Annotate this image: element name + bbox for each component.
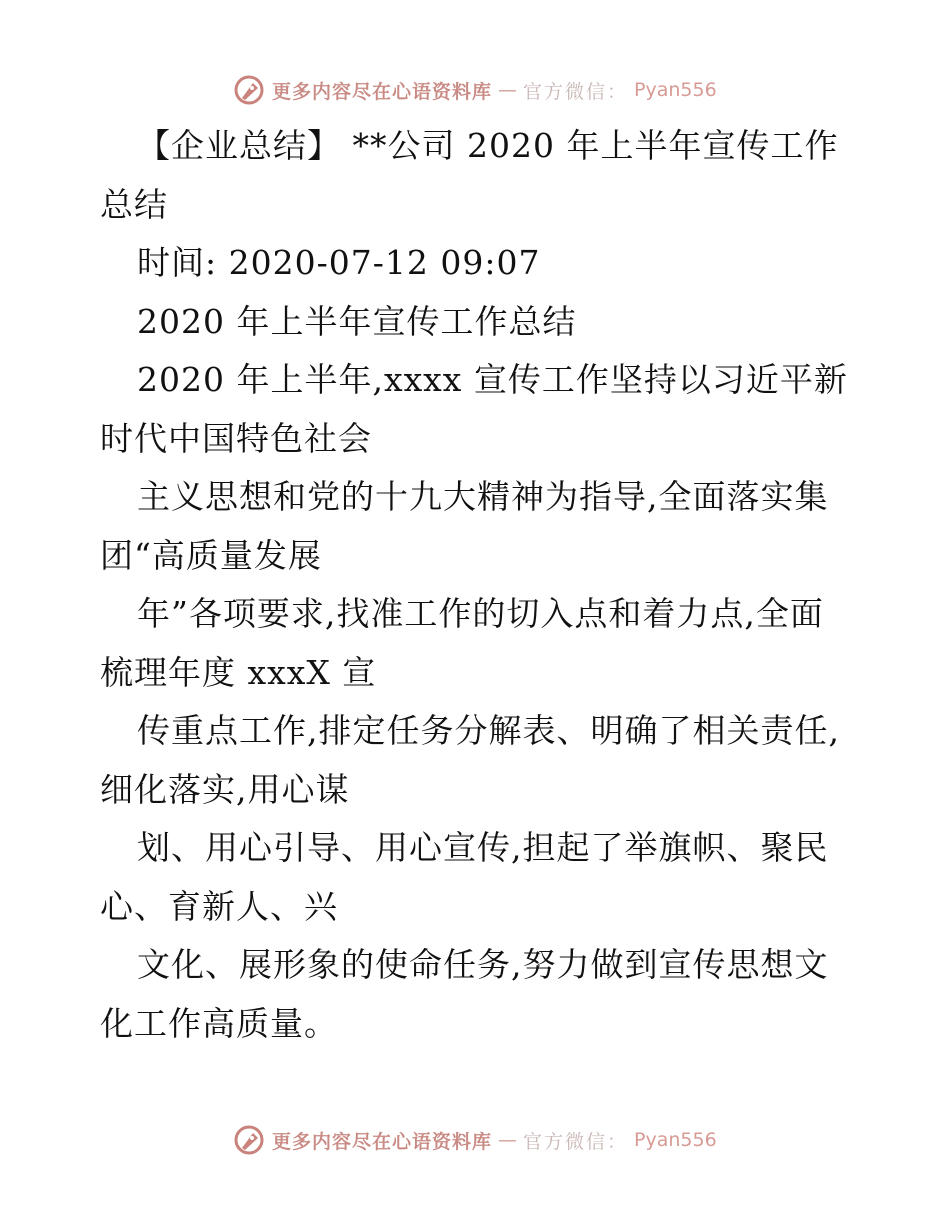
text-line: 梳理年度 xxxX 宣 <box>100 652 377 692</box>
text-line: 团“高质量发展 <box>100 535 322 575</box>
pen-nib-logo-icon <box>232 73 266 107</box>
header-watermark <box>232 72 717 108</box>
watermark-brand: 更多内容尽在心语资料库 <box>272 80 493 103</box>
text-line: 文化、展形象的使命任务,努力做到宣传思想文 <box>137 945 829 984</box>
text-line: 【企业总结】 **公司 2020 年上半年宣传工作 <box>137 126 839 165</box>
text-line: 2020 年上半年宣传工作总结 <box>137 301 577 341</box>
text-line: 传重点工作,排定任务分解表、明确了相关责任, <box>137 711 840 750</box>
text-line: 时代中国特色社会 <box>100 418 372 458</box>
pen-nib-logo-icon <box>232 1123 266 1157</box>
watermark-wechat-label: 官方微信： <box>523 80 629 103</box>
text-line: 总结 <box>100 184 168 224</box>
watermark-brand: 更多内容尽在心语资料库 <box>272 1130 493 1153</box>
watermark-dash: — <box>498 79 518 101</box>
text-line: 细化落实,用心谋 <box>100 769 350 809</box>
watermark-wechat-label: 官方微信： <box>523 1130 629 1153</box>
text-line: 年”各项要求,找准工作的切入点和着力点,全面 <box>137 594 824 633</box>
text-line: 主义思想和党的十九大精神为指导,全面落实集 <box>137 477 829 516</box>
document-body <box>100 117 860 1053</box>
text-line: 时间: 2020-07-12 09:07 <box>137 243 541 282</box>
watermark-wechat-id: Pyan556 <box>634 1129 717 1151</box>
text-line: 化工作高质量。 <box>100 1003 338 1043</box>
text-line: 划、用心引导、用心宣传,担起了举旗帜、聚民 <box>137 828 829 867</box>
text-line: 2020 年上半年,xxxx 宣传工作坚持以习近平新 <box>137 360 848 399</box>
watermark-dash: — <box>498 1129 518 1151</box>
text-line: 心、育新人、兴 <box>100 886 338 926</box>
footer-watermark <box>232 1122 717 1158</box>
watermark-wechat-id: Pyan556 <box>634 79 717 101</box>
